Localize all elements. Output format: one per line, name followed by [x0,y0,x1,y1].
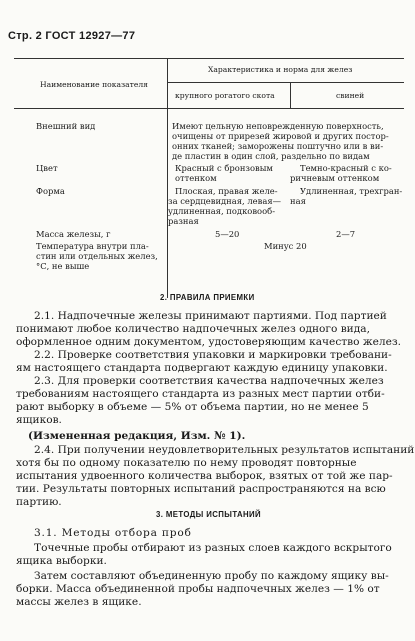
shape-cattle-line-2: за сердцевидная, левая— [168,196,282,206]
shape-cattle-line-1: Плоская, правая желе- [175,186,278,196]
section-2-title: 2. ПРАВИЛА ПРИЕМКИ [160,293,255,302]
row-name-shape: Форма [36,186,65,196]
s2-line-3: оформленное одним документом, удостоверяющим качество желез. [16,336,401,348]
s3-line-5: борки. Масса объединенной пробы надпочечных желез — 1% от [16,583,380,595]
column-divider-2 [290,82,291,108]
appearance-line-1: Имеют цельную неповрежденную поверхность, [172,121,384,131]
appearance-line-2: очищены от прирезей жировой и других постоp- [172,131,389,141]
table-top-border [14,58,404,59]
s2-line-4: 2.2. Проверке соответствия упаковки и маркировки требовани- [34,349,392,361]
s3-line-6: массы желез в ящике. [16,596,142,608]
s2-line-9: ящиков. [16,414,62,426]
row-name-appearance: Внешний вид [36,121,96,131]
s2-line-15: партию. [16,496,62,508]
row-name-color: Цвет [36,163,58,173]
s3-line-3: ящика выборки. [16,555,107,567]
table-header-bottom-border [14,108,404,109]
s3-line-4: Затем составляют объединенную пробу по каждому ящику вы- [34,570,389,582]
col2-header: крупного рогатого скота [175,91,275,100]
shape-cattle-line-3: удлиненная, подковооб- [168,206,276,216]
row-name-temp-line-1: Температура внутри пла- [36,241,149,251]
row-name-temp-line-3: °С, не выше [36,261,90,271]
row-name-mass: Масса железы, г [36,229,111,239]
s2-line-14: тии. Результаты повторных испытаний распространяются на всю [16,483,386,495]
color-pig-line-1: Темно-красный с ко- [300,163,392,173]
col1-header: Наименование показателя [40,80,148,89]
s2-line-6: 2.3. Для проверки соответствия качества надпочечных желез [34,375,384,387]
appearance-line-4: де пластин в один слой, раздельно по видам [172,151,370,161]
s2-line-2: понимают любое количество надпочечных желез одного вида, [16,323,370,335]
section-3-title: 3. МЕТОДЫ ИСПЫТАНИЙ [156,510,262,519]
s2-line-1: 2.1. Надпочечные железы принимают партиями. Под партией [34,310,387,322]
s2-line-12: хотя бы по одному показателю по нему проводят повторные [16,457,357,469]
s2-line-11: 2.4. При получении неудовлетворительных результатов испытаний [34,444,415,456]
s2-line-5: ям настоящего стандарта подвергают каждую единицу упаковки. [16,362,388,374]
color-pig-line-2: ричневым оттенком [290,173,380,183]
group-header: Характеристика и норма для желез [208,65,353,74]
s2-line-8: рают выборку в объеме — 5% от объема партии, но не менее 5 [16,401,369,413]
s2-amendment-note: (Измененная редакция, Изм. № 1). [28,430,246,442]
mass-pig: 2—7 [336,229,356,239]
s2-line-13: испытания удвоенного количества выборок, взятых от той же пар- [16,470,393,482]
color-cattle-line-1: Красный с бронзовым [175,163,273,173]
color-cattle-line-2: оттенком [175,173,217,183]
s2-line-7: требованиям настоящего стандарта из разных мест партии отби- [16,388,385,400]
s3-subtitle: 3.1. Методы отбора проб [34,527,192,539]
column-divider-1 [167,58,168,108]
mass-cattle: 5—20 [215,229,240,239]
page-header: Стр. 2 ГОСТ 12927—77 [8,30,136,42]
shape-cattle-line-4: разная [168,216,199,226]
group-header-divider [168,82,404,83]
s3-line-2: Точечные пробы отбирают из разных слоев каждого вскрытого [34,542,392,554]
temp-value: Минус 20 [264,241,307,251]
col3-header: свиней [336,91,365,100]
appearance-line-3: онних тканей; заморожены поштучно или в ви- [172,141,384,151]
row-name-temp-line-2: стин или отдельных желез, [36,251,158,261]
shape-pig-line-2: ная [290,196,306,206]
shape-pig-line-1: Удлиненная, трехгран- [300,186,403,196]
